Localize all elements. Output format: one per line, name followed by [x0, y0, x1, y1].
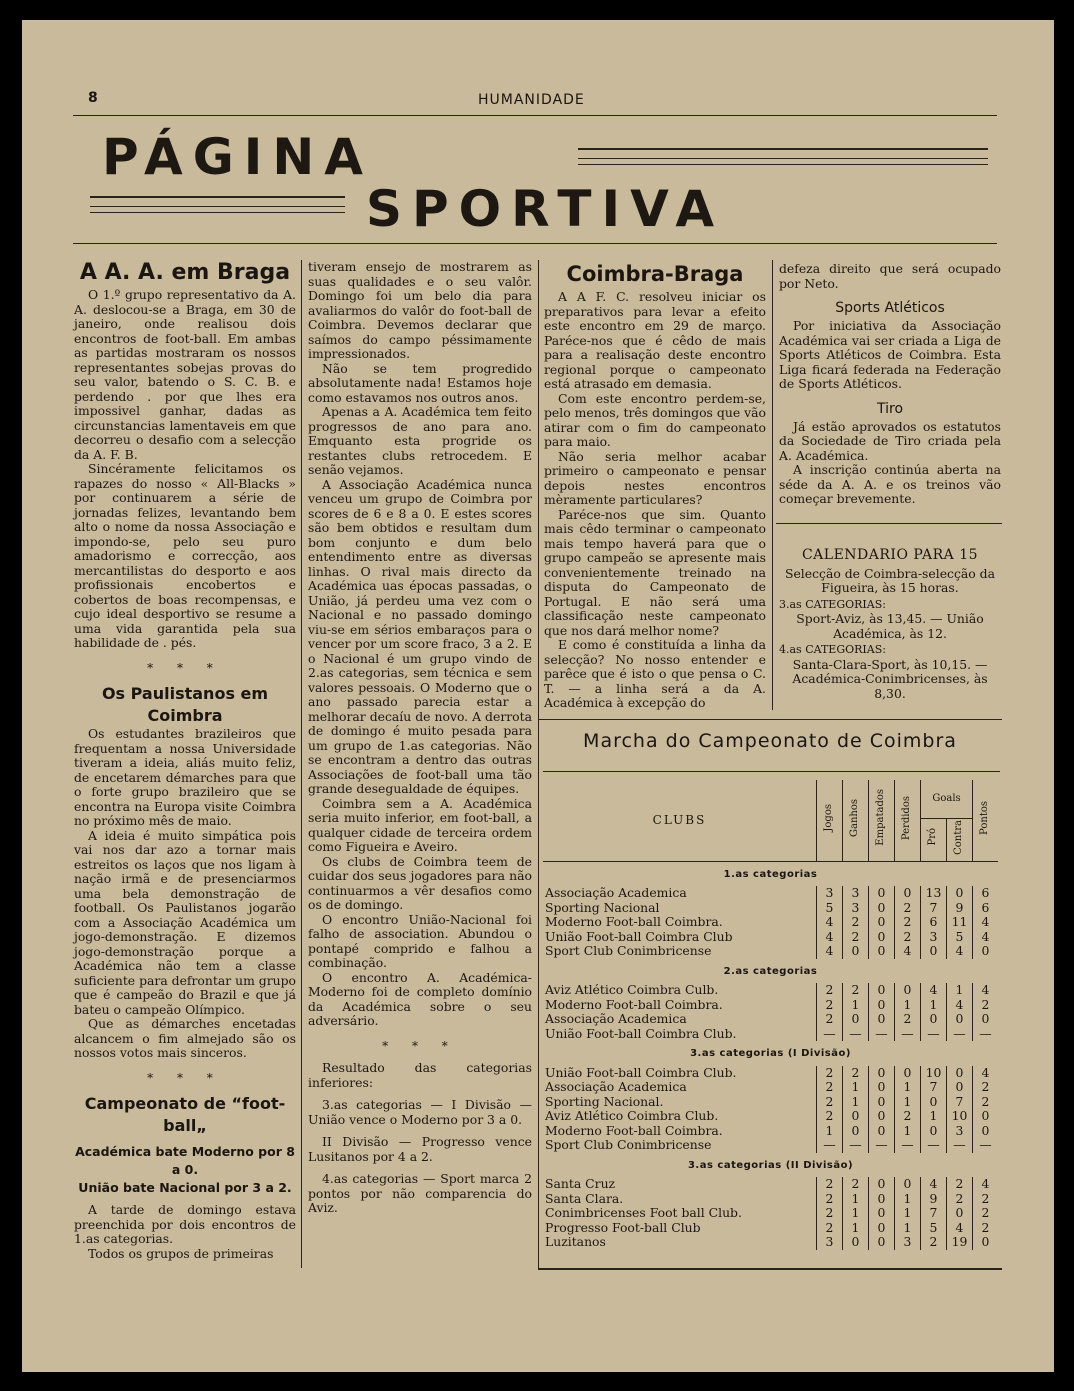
- stat-cell: 4: [947, 1221, 973, 1236]
- stat-cell: 0: [869, 1124, 895, 1139]
- stat-cell: 1: [817, 1124, 843, 1139]
- stat-cell: 0: [869, 1095, 895, 1110]
- stat-cell: 2: [973, 998, 999, 1013]
- stat-cell: 0: [921, 1124, 947, 1139]
- banner-rule: [578, 148, 988, 150]
- stat-cell: 4: [817, 915, 843, 930]
- stat-cell: 0: [947, 886, 973, 901]
- col-header: Jogos: [817, 780, 843, 861]
- table-rule: [543, 771, 1000, 772]
- club-name: Moderno Foot-ball Coimbra.: [545, 914, 723, 930]
- stat-cell: —: [843, 1138, 869, 1153]
- stat-cell: 1: [895, 1095, 921, 1110]
- paragraph: A A F. C. resolveu iniciar os preparativos para levar a efeito este encontro em 29 de março. Paréce-nos que é cêdo de mais para a realisação deste encontro regional porque o campeonato está atrasado em demasia.: [544, 289, 766, 391]
- stat-cell: 0: [895, 1066, 921, 1081]
- stat-cell: 2: [817, 983, 843, 998]
- banner-rule: [90, 212, 345, 213]
- paragraph: Não se tem progredido absolutamente nada! Estamos hoje como estavamos nos outros anos.: [308, 360, 532, 405]
- stat-cell: 0: [843, 1124, 869, 1139]
- stat-cell: 1: [843, 1095, 869, 1110]
- paragraph: II Divisão — Progresso vence Lusitanos por 4 a 2.: [308, 1134, 532, 1164]
- stat-cell: —: [895, 1138, 921, 1153]
- stat-cell: 0: [869, 1192, 895, 1207]
- stat-cell: 7: [921, 1080, 947, 1095]
- stat-cell: 1: [843, 1080, 869, 1095]
- stat-cell: 4: [895, 944, 921, 959]
- stat-cell: 5: [947, 930, 973, 945]
- stat-cell: 9: [947, 901, 973, 916]
- stat-cell: 2: [817, 1221, 843, 1236]
- club-name: Luzitanos: [545, 1234, 606, 1250]
- stat-cell: 0: [869, 886, 895, 901]
- paragraph: E como é constituída a linha da selecção? No nosso entender e parêce que é isto o que pensa o C. T. — a linha será a da A. Académica à excepção do: [544, 637, 766, 710]
- column-2: [308, 260, 532, 1216]
- banner-rule: [90, 196, 345, 198]
- stat-cell: 2: [843, 1066, 869, 1081]
- paragraph: Os estudantes brazileiros que frequentam a nossa Universidade tiveram a ideia, aliás muito feliz, de encetarem démarches para que o forte grupo brazileiro que se encontra na Europa visite Coimbra no próximo mês de maio.: [74, 726, 296, 828]
- stat-cell: 1: [895, 1192, 921, 1207]
- stat-cell: 3: [817, 886, 843, 901]
- stat-cell: 0: [947, 1206, 973, 1221]
- stat-cell: —: [843, 1027, 869, 1042]
- paragraph: Todos os grupos de primeiras: [88, 1245, 274, 1261]
- table-row: [543, 944, 998, 959]
- stat-cell: 2: [817, 1095, 843, 1110]
- column-1: [74, 258, 296, 1261]
- stat-cell: 4: [973, 915, 999, 930]
- stat-cell: 2: [947, 1177, 973, 1192]
- stat-cell: 0: [869, 1109, 895, 1124]
- col-header: Empatados: [869, 780, 895, 861]
- stat-cell: 19: [947, 1235, 973, 1250]
- category-header-row: [543, 1153, 998, 1178]
- club-name: Moderno Foot-ball Coimbra.: [545, 996, 723, 1012]
- paragraph: Resultado das categorias inferiores:: [308, 1060, 532, 1090]
- stat-cell: —: [895, 1027, 921, 1042]
- article-title: Campeonato de “foot-ball„: [84, 1094, 286, 1135]
- newspaper-name: HUMANIDADE: [478, 92, 585, 108]
- stat-cell: 0: [973, 1235, 999, 1250]
- stat-cell: 0: [869, 1177, 895, 1192]
- stat-cell: 0: [869, 983, 895, 998]
- stat-cell: 2: [895, 930, 921, 945]
- paragraph: A ideia é muito simpática pois vai nos dar azo a tornar mais estreitos os laços que nos ligam à nação irmã e de presenciarmos uma bela demonstração de football. Os Paulistanos jogarão com a Associação Académica um jogo-demonstração. E dizemos jogo-demonstração porque a Académica não tem a classe suficiente para defrontar um grupo que é campeão do Brazil e que já bateu o campeão Olímpico.: [74, 827, 296, 1017]
- stat-cell: 0: [869, 930, 895, 945]
- calendar-line: Santa-Clara-Sport, às 10,15. — Académica-Conimbricenses, às 8,30.: [792, 656, 988, 701]
- stat-cell: 0: [895, 983, 921, 998]
- stat-cell: 0: [921, 944, 947, 959]
- paragraph: defeza direito que será ocupado por Neto.: [779, 261, 1001, 291]
- paragraph: Por iniciativa da Associação Académica vai ser criada a Liga de Sports Atléticos de Coimbra. Esta Liga ficará federada na Federação de Sports Atléticos.: [779, 318, 1001, 391]
- stat-cell: 0: [869, 1080, 895, 1095]
- stat-cell: 4: [973, 983, 999, 998]
- stat-cell: 3: [921, 930, 947, 945]
- category-label: 3.as categorias (I Divisão): [690, 1048, 851, 1060]
- stat-cell: 4: [947, 998, 973, 1013]
- paragraph: Com este encontro perdem-se, pelo menos, três domingos que vão atirar com o fim do campeonato para maio.: [544, 390, 766, 449]
- table-row: [543, 886, 998, 901]
- stat-cell: 1: [843, 1192, 869, 1207]
- page-number: 8: [88, 90, 99, 106]
- category-label: 3.as categorias (II Divisão): [687, 1159, 854, 1171]
- stat-cell: 0: [869, 1206, 895, 1221]
- stat-cell: 1: [843, 1206, 869, 1221]
- table-row: [543, 1095, 998, 1110]
- category-label: 2.as categorias: [723, 965, 818, 977]
- calendar-line: Sport-Aviz, às 13,45. — União Académica, às 12.: [796, 611, 984, 641]
- category-header-row: [543, 1041, 998, 1066]
- stat-cell: 0: [869, 915, 895, 930]
- stat-cell: 2: [973, 1192, 999, 1207]
- stat-cell: —: [869, 1027, 895, 1042]
- stat-cell: 0: [869, 998, 895, 1013]
- stat-cell: —: [973, 1027, 999, 1042]
- club-name: Aviz Atlético Coimbra Club.: [545, 1108, 719, 1124]
- banner-line2: SPORTIVA: [366, 180, 725, 238]
- stat-cell: 9: [921, 1192, 947, 1207]
- section-rule: [776, 523, 1002, 524]
- stat-cell: 1: [895, 1124, 921, 1139]
- header-rule: [73, 115, 997, 116]
- table-row: [543, 1221, 998, 1236]
- paragraph: Paréce-nos que sim. Quanto mais cêdo terminar o campeonato mais tempo haverá para que o grupo campeão se apresente mais convenientemente treinado na disputa do Campeonato de Portugal. E não será uma classificação neste campeonato que nos dará melhor nome?: [544, 506, 766, 638]
- stat-cell: 4: [973, 1066, 999, 1081]
- stat-cell: 4: [947, 944, 973, 959]
- club-name: Sporting Nacional.: [545, 1093, 664, 1109]
- club-name: Sport Club Conimbricense: [545, 943, 712, 959]
- club-name: Sport Club Conimbricense: [545, 1137, 712, 1153]
- column-4: [779, 262, 1001, 507]
- stat-cell: —: [817, 1138, 843, 1153]
- stat-cell: 5: [817, 901, 843, 916]
- col-header: Contra: [947, 818, 973, 861]
- stat-cell: 0: [843, 1012, 869, 1027]
- table-row: [543, 915, 998, 930]
- stat-cell: 1: [895, 1221, 921, 1236]
- stat-cell: 4: [817, 930, 843, 945]
- stat-cell: —: [973, 1138, 999, 1153]
- article-title: Tiro: [876, 400, 904, 417]
- club-name: Sporting Nacional: [545, 899, 660, 915]
- stat-cell: 0: [947, 1012, 973, 1027]
- stat-cell: 3: [947, 1124, 973, 1139]
- stat-cell: —: [947, 1138, 973, 1153]
- stat-cell: 1: [921, 998, 947, 1013]
- stat-cell: 2: [817, 1177, 843, 1192]
- club-name: Associação Academica: [545, 1079, 687, 1095]
- stat-cell: 0: [921, 1095, 947, 1110]
- stat-cell: 0: [895, 1177, 921, 1192]
- club-name: Aviz Atlético Coimbra Culb.: [545, 982, 719, 998]
- stat-cell: 0: [869, 1012, 895, 1027]
- stat-cell: 1: [843, 998, 869, 1013]
- club-name: Moderno Foot-ball Coimbra.: [545, 1122, 723, 1138]
- stat-cell: 7: [921, 1206, 947, 1221]
- calendar-line: Selecção de Coimbra-selecção da Figueira, às 15 horas.: [784, 565, 996, 595]
- table-row: [543, 1124, 998, 1139]
- stat-cell: 2: [895, 901, 921, 916]
- stat-cell: 7: [947, 1095, 973, 1110]
- stat-cell: 0: [973, 1012, 999, 1027]
- stat-cell: 2: [973, 1080, 999, 1095]
- calendar-category: 4.as CATEGORIAS:: [779, 643, 886, 656]
- stat-cell: 0: [843, 1109, 869, 1124]
- stat-cell: 2: [817, 1012, 843, 1027]
- stat-cell: 0: [973, 1124, 999, 1139]
- section-rule: [539, 719, 1002, 720]
- club-name: Conimbricenses Foot ball Club.: [545, 1205, 742, 1221]
- stat-cell: 0: [869, 1221, 895, 1236]
- paragraph: O encontro A. Académica-Moderno foi de completo domínio da Académica sobre o seu adversário.: [308, 969, 532, 1028]
- paragraph: 3.as categorias — I Divisão — União vence o Moderno por 3 a 0.: [308, 1097, 532, 1127]
- paragraph: Coimbra sem a A. Académica seria muito inferior, em foot-ball, a qualquer cidade de terceira ordem como Figueira e Aveiro.: [308, 795, 532, 854]
- separator-stars: * * *: [147, 660, 223, 675]
- stat-cell: 4: [817, 944, 843, 959]
- stat-cell: 3: [843, 886, 869, 901]
- column-divider: [301, 260, 302, 1268]
- col-header: Pró: [921, 818, 947, 861]
- stat-cell: 2: [973, 1095, 999, 1110]
- category-header-row: [543, 861, 998, 886]
- article-subtitle: Académica bate Moderno por 8 a 0.: [75, 1144, 295, 1177]
- paragraph: A inscrição continúa aberta na séde da A. A. e os treinos vão começar brevemente.: [779, 462, 1001, 506]
- column-3: [544, 258, 766, 711]
- stat-cell: 10: [921, 1066, 947, 1081]
- table-row: [543, 930, 998, 945]
- paragraph: A Associação Académica nunca venceu um grupo de Coimbra por scores de 6 e 8 a 0. E estes scores são bem obtidos e resultam dum bom conjunto e dum belo entendimento entre as diversas linhas. O rival mais directo da Académica uas épocas passadas, o União, já perdeu uma vez com o Nacional e no passado domingo viu-se em sérios embaraços para o vencer por um score fraco, 3 a 2. E o Nacional é um grupo vindo de 2.as categorias, sem técnica e sem valores pessoais. O Moderno que o ano passado parecia estar a melhorar decaíu de novo. A derrota de domingo é muito pesada para um grupo de 1.as categorias. Não se encontram a dentro das outras Associações de foot-ball uma tão grande desegualdade de équipes.: [308, 476, 532, 796]
- paragraph: A tarde de domingo estava preenchida por dois encontros de 1.as categorias.: [74, 1202, 296, 1246]
- club-name: União Foot-ball Coimbra Club.: [545, 1064, 737, 1080]
- article-subtitle: União bate Nacional por 3 a 2.: [78, 1180, 292, 1195]
- stat-cell: 2: [817, 1206, 843, 1221]
- calendar-category: 3.as CATEGORIAS:: [779, 597, 886, 611]
- stat-cell: 2: [817, 1066, 843, 1081]
- stat-cell: 2: [895, 915, 921, 930]
- club-name: Progresso Foot-ball Club: [545, 1219, 701, 1235]
- stat-cell: 1: [895, 998, 921, 1013]
- table-row: [543, 1080, 998, 1095]
- article-title: Sports Atléticos: [835, 300, 945, 316]
- stat-cell: 1: [895, 1206, 921, 1221]
- calendar-title: CALENDARIO PARA 15: [801, 547, 979, 563]
- stat-cell: —: [869, 1138, 895, 1153]
- paragraph: O 1.º grupo representativo da A. A. deslocou-se a Braga, em 30 de janeiro, onde realisou dois encontros de foot-ball. Em ambas as partidas mostraram os nossos representantes sobejas provas do seu valor, batendo o S. C. B. e perdendo . por que lhes era impossivel ganhar, dadas as circunstancias lamentaveis em que decorreu o desafio com a selecção da A. F. B.: [74, 287, 296, 462]
- club-name: União Foot-ball Coimbra Club: [545, 928, 733, 944]
- banner-bottom-rule: [73, 243, 997, 244]
- club-name: Santa Clara.: [545, 1190, 624, 1206]
- paragraph: Que as démarches encetadas alcancem o fim almejado são os nossos votos mais sinceros.: [74, 1016, 296, 1060]
- stat-cell: 0: [895, 886, 921, 901]
- stat-cell: 1: [947, 983, 973, 998]
- stat-cell: 2: [947, 1192, 973, 1207]
- stat-cell: 7: [921, 901, 947, 916]
- stat-cell: 0: [843, 944, 869, 959]
- banner-line1: PÁGINA: [102, 128, 373, 186]
- stat-cell: 3: [895, 1235, 921, 1250]
- banner-rule: [578, 158, 988, 159]
- stat-cell: 6: [921, 915, 947, 930]
- table-row: [543, 901, 998, 916]
- table-row: [543, 998, 998, 1013]
- stat-cell: 1: [921, 1109, 947, 1124]
- paragraph: 4.as categorias — Sport marca 2 pontos por não comparencia do Aviz.: [308, 1171, 532, 1215]
- banner-rule: [578, 164, 988, 165]
- paragraph: Já estão aprovados os estatutos da Sociedade de Tiro criada pela A. Académica.: [779, 418, 1001, 463]
- col-header: Pontos: [973, 780, 999, 861]
- paragraph: Não seria melhor acabar primeiro o campeonato e pensar depois nestes encontros mèramente particulares?: [544, 448, 766, 507]
- stat-cell: 0: [947, 1080, 973, 1095]
- stat-cell: 0: [869, 944, 895, 959]
- stat-cell: —: [921, 1027, 947, 1042]
- stat-cell: 0: [973, 1109, 999, 1124]
- col-header: Perdidos: [895, 780, 921, 861]
- article-title: Coimbra-Braga: [566, 262, 744, 286]
- stat-cell: 6: [973, 901, 999, 916]
- paragraph: Sincéramente felicitamos os rapazes do nosso « All-Blacks » por continuarem a série de jornadas felizes, levantando bem alto o nome da nossa Associação e impondo-se, pelo seu puro amadorismo e correcção, aos mercantilistas do desporto e aos profissionais encobertos e cobertos de boas recompensas, e cujo ideal desportivo se resume a uma vida garantida pela sua habilidade de . pés.: [74, 461, 296, 650]
- stat-cell: 0: [947, 1066, 973, 1081]
- col-header: Ganhos: [843, 780, 869, 861]
- stat-cell: 0: [869, 901, 895, 916]
- stat-cell: 2: [843, 983, 869, 998]
- club-name: Associação Academica: [545, 1011, 687, 1027]
- stat-cell: —: [817, 1027, 843, 1042]
- stat-cell: 5: [921, 1221, 947, 1236]
- stat-cell: 0: [869, 1235, 895, 1250]
- stat-cell: 10: [947, 1109, 973, 1124]
- stat-cell: 3: [817, 1235, 843, 1250]
- col-header-goals: Goals: [921, 780, 973, 818]
- table-row: [543, 1138, 998, 1153]
- stat-cell: 4: [973, 930, 999, 945]
- table-row: [543, 1027, 998, 1042]
- table-bottom-rule: [538, 1268, 1002, 1270]
- stat-cell: 2: [921, 1235, 947, 1250]
- stat-cell: 4: [921, 983, 947, 998]
- stat-cell: 2: [817, 1192, 843, 1207]
- table-row: [543, 1109, 998, 1124]
- table-row: [543, 1012, 998, 1027]
- stat-cell: 0: [973, 944, 999, 959]
- table-row: [543, 983, 998, 998]
- stat-cell: 2: [895, 1109, 921, 1124]
- table-row: [543, 1235, 998, 1250]
- stat-cell: 4: [921, 1177, 947, 1192]
- stat-cell: 2: [973, 1221, 999, 1236]
- stat-cell: 2: [817, 1109, 843, 1124]
- stat-cell: 2: [817, 1080, 843, 1095]
- club-name: União Foot-ball Coimbra Club.: [545, 1025, 737, 1041]
- article-title: A A. A. em Braga: [79, 260, 291, 285]
- stat-cell: 2: [843, 930, 869, 945]
- club-name: Associação Academica: [545, 885, 687, 901]
- paragraph: Os clubs de Coimbra teem de cuidar dos seus jogadores para não continuarmos a vêr desafios como os de domingo.: [308, 853, 532, 912]
- paragraph: O encontro União-Nacional foi falho de association. Abundou o pontapé comprido e falhou a combinação.: [308, 911, 532, 970]
- stat-cell: 2: [843, 1177, 869, 1192]
- article-title: Os Paulistanos em Coimbra: [101, 684, 269, 725]
- banner-rule: [90, 206, 345, 207]
- stat-cell: 13: [921, 886, 947, 901]
- stat-cell: 0: [921, 1012, 947, 1027]
- col-header-clubs: CLUBS: [543, 780, 817, 861]
- stat-cell: 11: [947, 915, 973, 930]
- stat-cell: 2: [843, 915, 869, 930]
- stat-cell: —: [947, 1027, 973, 1042]
- stat-cell: 0: [869, 1066, 895, 1081]
- table-row: [543, 1192, 998, 1207]
- stat-cell: 6: [973, 886, 999, 901]
- column-divider: [772, 260, 773, 710]
- table-row: [543, 1177, 998, 1192]
- column-divider: [538, 260, 539, 1268]
- stat-cell: 0: [843, 1235, 869, 1250]
- separator-stars: * * *: [147, 1070, 223, 1085]
- stat-cell: 2: [973, 1206, 999, 1221]
- calendar: [779, 548, 1001, 701]
- stat-cell: 2: [817, 998, 843, 1013]
- paragraph: Apenas a A. Académica tem feito progressos de ano para ano. Emquanto esta progride os restantes clubs retrocedem. E senão vejamos.: [308, 404, 532, 477]
- separator-stars: * * *: [382, 1038, 458, 1053]
- club-name: Santa Cruz: [545, 1176, 616, 1192]
- stat-cell: 4: [973, 1177, 999, 1192]
- category-header-row: [543, 959, 998, 984]
- paragraph: tiveram ensejo de mostrarem as suas qualidades e o seu valôr. Domingo foi um belo dia para avaliarmos do valôr do foot-ball de Coimbra. Devemos declarar que saímos do campo péssimamente impressionados.: [308, 259, 532, 361]
- stat-cell: 1: [843, 1221, 869, 1236]
- standings-table: [543, 780, 998, 1250]
- table-row: [543, 1206, 998, 1221]
- stat-cell: 1: [895, 1080, 921, 1095]
- category-label: 1.as categorias: [723, 868, 818, 880]
- stat-cell: 3: [843, 901, 869, 916]
- table-title: Marcha do Campeonato de Coimbra: [583, 730, 957, 752]
- stat-cell: —: [921, 1138, 947, 1153]
- stat-cell: 2: [895, 1012, 921, 1027]
- table-row: [543, 1066, 998, 1081]
